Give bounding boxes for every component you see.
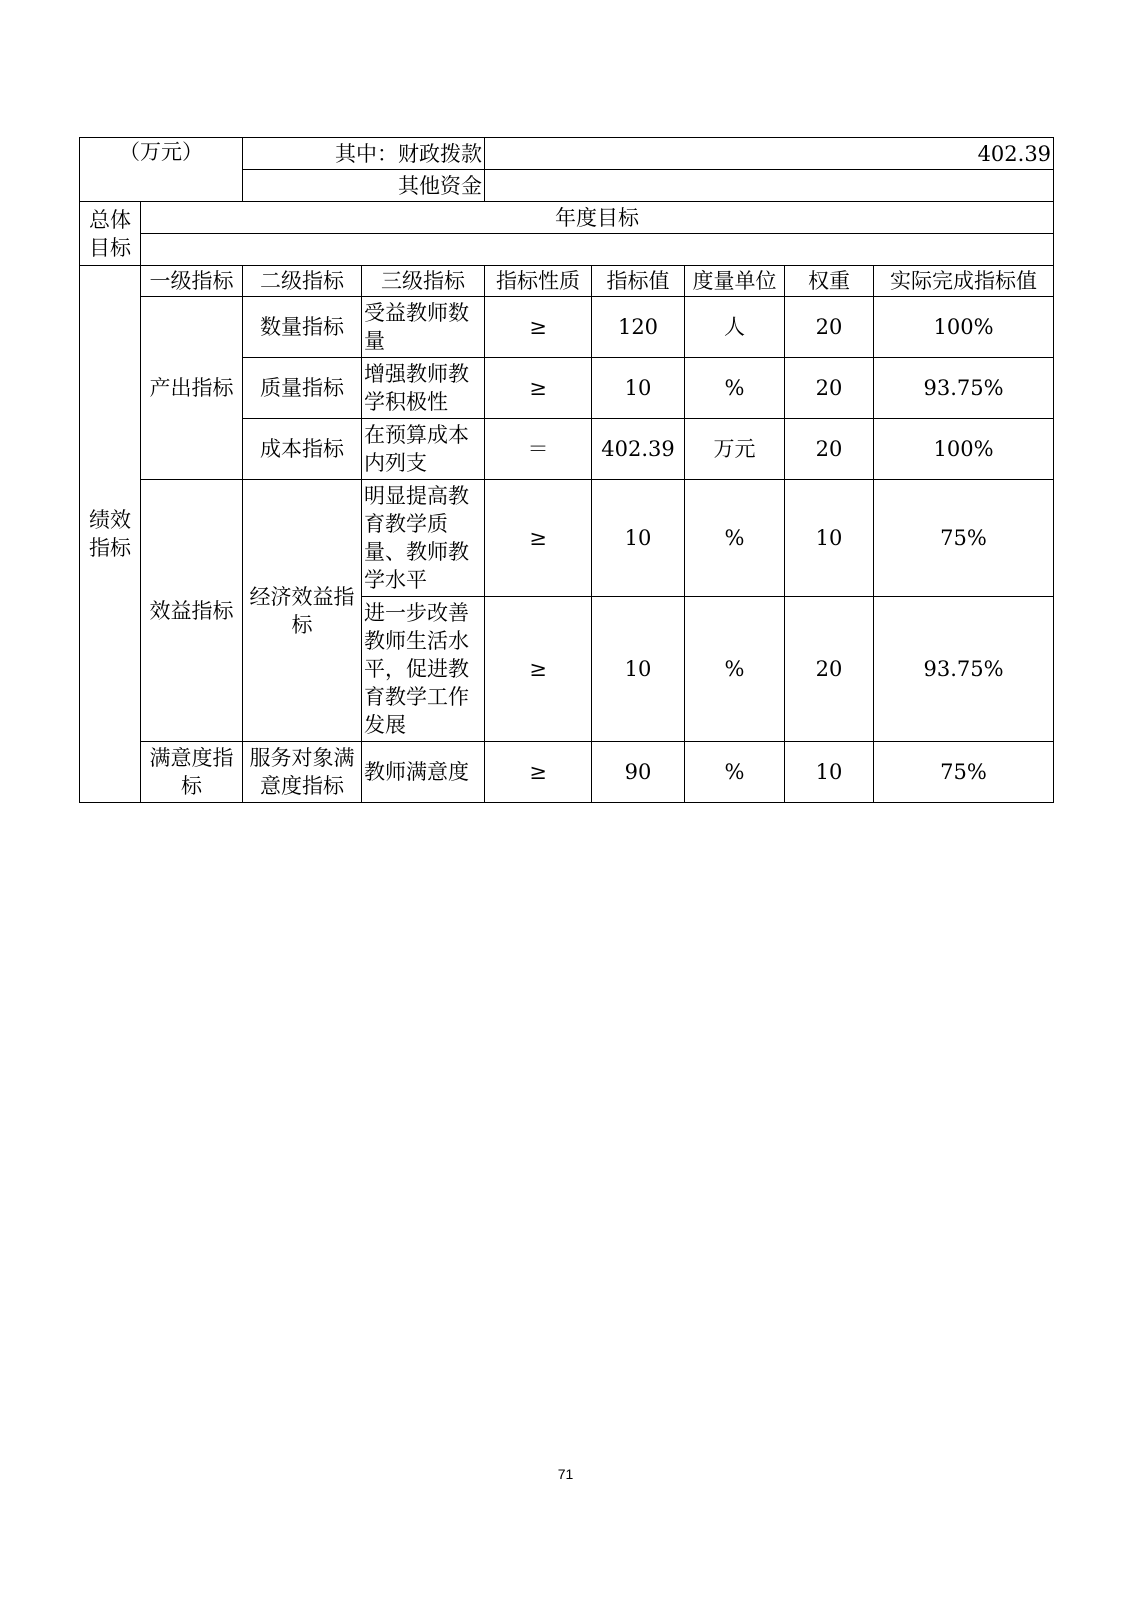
actual-cell: 75% [874,480,1054,597]
overall-goal-row [80,202,1054,234]
overall-goal-label: 总体目标 [80,202,141,266]
annual-goal-label: 年度目标 [141,202,1054,234]
weight-cell: 20 [785,297,874,358]
unit-cell: % [685,597,785,742]
unit-cell: % [685,480,785,597]
weight-cell: 20 [785,597,874,742]
table-row [80,742,1054,803]
actual-cell: 100% [874,297,1054,358]
unit-cell: 人 [685,297,785,358]
level2-cell: 质量指标 [243,358,362,419]
value-cell: 10 [592,480,685,597]
nature-cell: ≥ [485,742,592,803]
table-row [80,480,1054,597]
level2-cell: 服务对象满意度指标 [243,742,362,803]
header-nature: 指标性质 [485,266,592,297]
nature-cell: ≥ [485,597,592,742]
funds-fiscal-row [80,138,1054,170]
level2-economic: 经济效益指标 [243,480,362,742]
actual-cell: 93.75% [874,597,1054,742]
other-funds-label: 其他资金 [243,170,485,202]
weight-cell: 20 [785,358,874,419]
nature-cell: ≥ [485,297,592,358]
funds-unit-label: （万元） [80,138,243,202]
value-cell: 90 [592,742,685,803]
value-cell: 402.39 [592,419,685,480]
actual-cell: 93.75% [874,358,1054,419]
header-actual: 实际完成指标值 [874,266,1054,297]
header-level3: 三级指标 [362,266,485,297]
fiscal-label: 其中：财政拨款 [243,138,485,170]
level3-cell: 在预算成本内列支 [362,419,485,480]
weight-cell: 10 [785,480,874,597]
value-cell: 10 [592,358,685,419]
unit-cell: % [685,742,785,803]
level3-cell: 受益教师数量 [362,297,485,358]
level1-satisfaction: 满意度指标 [141,742,243,803]
level3-cell: 增强教师教学积极性 [362,358,485,419]
unit-cell: 万元 [685,419,785,480]
value-cell: 10 [592,597,685,742]
actual-cell: 75% [874,742,1054,803]
fiscal-value: 402.39 [485,138,1054,170]
annual-goal-value [141,234,1054,266]
header-value: 指标值 [592,266,685,297]
header-level1: 一级指标 [141,266,243,297]
page-number: 71 [557,1466,574,1482]
level3-cell: 明显提高教育教学质量、教师教学水平 [362,480,485,597]
nature-cell: ＝ [485,419,592,480]
other-funds-value [485,170,1054,202]
header-level2: 二级指标 [243,266,362,297]
table-row [80,297,1054,358]
performance-table [79,137,1054,803]
performance-label: 绩效指标 [80,266,141,803]
indicator-header-row [80,266,1054,297]
level2-cell: 成本指标 [243,419,362,480]
actual-cell: 100% [874,419,1054,480]
unit-cell: % [685,358,785,419]
header-unit: 度量单位 [685,266,785,297]
level3-cell: 进一步改善教师生活水平，促进教育教学工作发展 [362,597,485,742]
level1-benefit: 效益指标 [141,480,243,742]
weight-cell: 20 [785,419,874,480]
value-cell: 120 [592,297,685,358]
level1-output: 产出指标 [141,297,243,480]
nature-cell: ≥ [485,480,592,597]
header-weight: 权重 [785,266,874,297]
nature-cell: ≥ [485,358,592,419]
level3-cell: 教师满意度 [362,742,485,803]
level2-cell: 数量指标 [243,297,362,358]
weight-cell: 10 [785,742,874,803]
annual-goal-value-row [80,234,1054,266]
